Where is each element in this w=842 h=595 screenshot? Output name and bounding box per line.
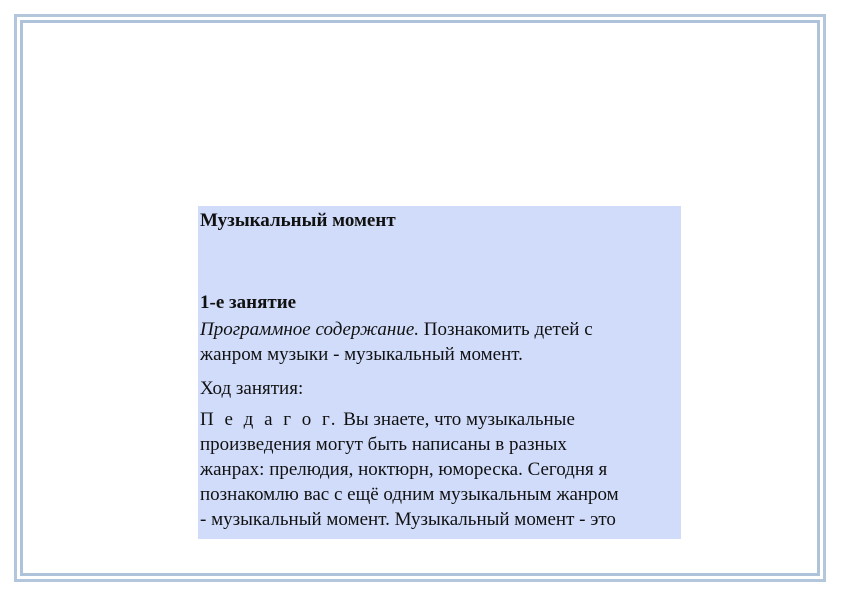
speech-line-3: жанрах: прелюдия, ноктюрн, юмореска. Сегодня я <box>200 459 608 480</box>
program-content-paragraph <box>200 317 678 367</box>
teacher-speech-paragraph <box>200 407 678 532</box>
speech-line-2: произведения могут быть написаны в разных <box>200 434 567 455</box>
text-block <box>198 206 681 539</box>
document-title: Музыкальный момент <box>200 210 396 231</box>
lesson-heading: 1-е занятие <box>200 292 297 313</box>
program-content-label: Программное содержание. <box>200 319 420 340</box>
speech-line-5: - музыкальный момент. Музыкальный момент - это <box>200 509 616 530</box>
speech-line-1: Вы знаете, что музыкальные <box>338 409 575 430</box>
teacher-label: П е д а г о г. <box>200 409 339 430</box>
procedure-label: Ход занятия: <box>200 378 304 399</box>
program-content-text: Познакомить детей с <box>419 319 593 340</box>
speech-line-4: познакомлю вас с ещё одним музыкальным жанром <box>200 484 619 505</box>
program-content-line2: жанром музыки - музыкальный момент. <box>200 344 523 365</box>
